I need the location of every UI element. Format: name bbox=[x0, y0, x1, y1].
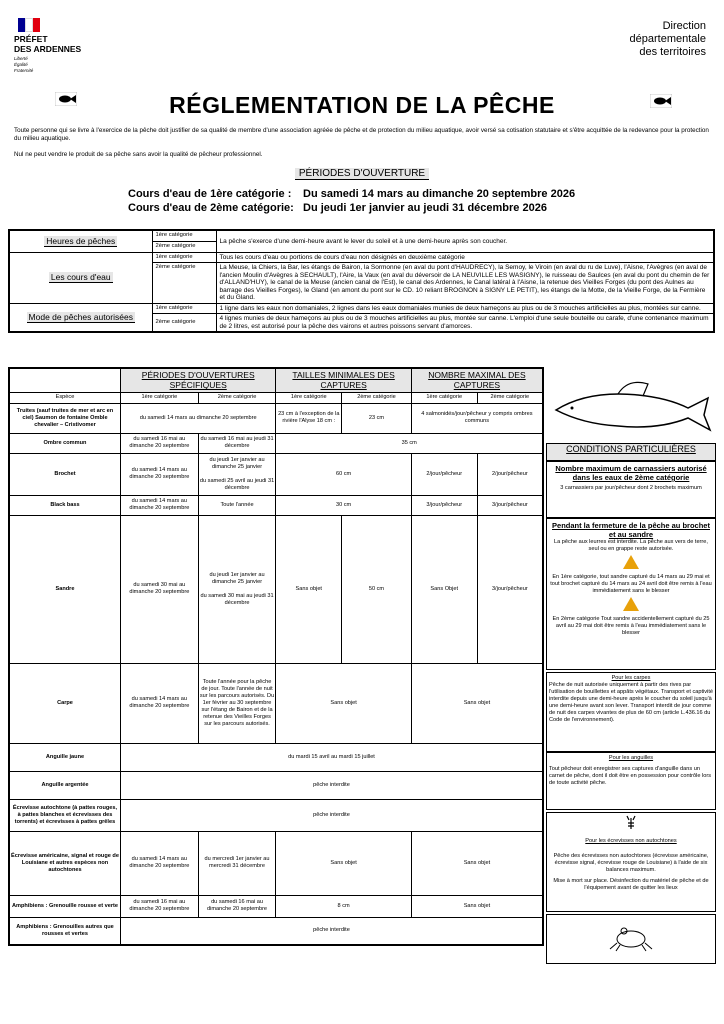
species-brochet: Brochet bbox=[9, 453, 120, 495]
intro-paragraph: Toute personne qui se livre à l'exercice de la pêche doit justifier de sa qualité de membre d'une association agréée de pêche et de protection du milieu aquatique, avoir versé sa cotisation statutaire et s'être acquittée de la redevance pour la protection du milieu aquatique. bbox=[14, 127, 709, 142]
mode-cat1: 1 ligne dans les eaux non domaniales, 2 lignes dans les eaux domaniales munies de deux hameçons au plus ou de 3 mouches artificielles au plus, montées sur canne. bbox=[216, 303, 714, 314]
nombre-cell: 3/jour/pêcheur bbox=[477, 515, 543, 663]
frog-icon bbox=[606, 923, 656, 953]
page-title: RÉGLEMENTATION DE LA PÊCHE bbox=[169, 92, 555, 118]
cat-header: 1ère catégorie bbox=[411, 392, 477, 403]
ferm-cat1: En 1ère catégorie, tout sandre capturé du 14 mars au 29 mai et tout brochet capturé du 14 mars au 24 avril doit être remis à l'eau immédiatement sans le blesser bbox=[550, 574, 712, 594]
heures-label: Heures de pêches bbox=[46, 235, 116, 246]
nombre-cell: 3/jour/pêcheur bbox=[411, 495, 477, 515]
side-frog bbox=[546, 914, 716, 964]
cat-cell: 1ère catégorie bbox=[152, 303, 216, 314]
cat2-value: Du jeudi 1er janvier au jeudi 31 décembre 2026 bbox=[303, 202, 547, 214]
cat-cell: 2ème catégorie bbox=[152, 314, 216, 333]
cat-header: 2ème catégorie bbox=[198, 392, 276, 403]
motto-line: Égalité bbox=[14, 62, 28, 67]
intro-paragraph-2: Nul ne peut vendre le produit de sa pêche sans avoir la qualité de pêcheur professionnel. bbox=[14, 151, 263, 158]
species-grenouilles-autres: Amphibiens : Grenouilles autres que rousses et vertes bbox=[9, 917, 120, 945]
cat-cell: 2ème catégorie bbox=[152, 241, 216, 252]
nb-text: 3 carnassiers par jour/pêcheur dont 2 brochets maximum bbox=[560, 485, 702, 491]
side-carpes bbox=[546, 672, 716, 752]
nombre-cell: 2/jour/pêcheur bbox=[411, 453, 477, 495]
periode-cell: du samedi 14 mars au dimanche 20 septembre bbox=[120, 453, 198, 495]
cat-header: 2ème catégorie bbox=[342, 392, 412, 403]
species-carpe: Carpe bbox=[9, 663, 120, 743]
taille-cell: 8 cm bbox=[276, 895, 411, 917]
cours-cat2: La Meuse, la Chiers, la Bar, les étangs de Bairon, la Sormonne (en aval du pont d'HAUDRECY), la Semoy, le Viroin (en aval du ru de Luve), l'Aisne, l'Avègres (en aval de l'ancien Moulin d'Avègres à SECHAULT), l'Aire, la Vaux (en aval du déversoir de LA NEUVILLE LES WASIGNY), le ruisseau de Saulces (en aval du pont du chemin de fer d'ALLAND'HUY), le canal de la Meuse (ancien canal de l'Est), le canal des Ardennes, le Canal latéral à l'Aisne, la retenue des Vieilles Forges (du pont des Aulnes au barrage des Vieilles Forges), le Gland (en amont du pont sur le CD. 10 reliant BROGNON à SIGNY LE PETIT), les étangs de la Motte, de la Vieille Forge, de la Fermière et du Gland. bbox=[216, 263, 714, 304]
ecrev-text2: Mise à mort sur place. Désinfection du matériel de pêche et de l'équipement avant de quitter les lieux bbox=[553, 878, 709, 891]
species-ecrevisse-americaine: Écrevisse américaine, signal et rouge de Louisiane et autres espèces non autochtones bbox=[9, 831, 120, 895]
cours-label: Les cours d'eau bbox=[50, 271, 111, 282]
mode-cat2: 4 lignes munies de deux hameçons au plus ou de 3 mouches artificielles au plus, montée sur canne. L'emploi d'une seule bouteille ou carafe, d'une contenance maximum de 2 litres, est autorisé pour la pêche des vairons et autres poissons servant d'amorces. bbox=[216, 314, 714, 333]
nb-title: Nombre maximum de carnassiers autorisé dans les eaux de 2ème catégorie bbox=[555, 464, 707, 482]
header-tailles: TAILLES MINIMALES DES CAPTURES bbox=[276, 368, 411, 392]
taille-cell: 60 cm bbox=[276, 453, 411, 495]
ecrev-text1: Pêche des écrevisses non autochtones (écrevisse américaine, écrevisse signal, écrevisse rouge de Louisiane) à l'aide de six balances maximum. bbox=[553, 853, 709, 873]
species-ombre: Ombre commun bbox=[9, 433, 120, 453]
cat-header: 1ère catégorie bbox=[276, 392, 342, 403]
prefet-line1: PRÉFET bbox=[14, 34, 48, 44]
taille-cell: 23 cm bbox=[342, 403, 412, 433]
periode-cell: pêche interdite bbox=[120, 917, 543, 945]
nombre-cell: Sans Objet bbox=[411, 515, 477, 663]
ddt-line: Direction bbox=[662, 20, 706, 32]
cat1-label: Cours d'eau de 1ère catégorie : bbox=[128, 188, 292, 200]
cat-header: 1ère catégorie bbox=[120, 392, 198, 403]
side-fermeture bbox=[546, 518, 716, 670]
periode-cell: du samedi 14 mars au dimanche 20 septembre bbox=[120, 831, 198, 895]
taille-cell: Sans objet bbox=[276, 831, 411, 895]
side-anguilles bbox=[546, 752, 716, 810]
nombre-cell: 2/jour/pêcheur bbox=[477, 453, 543, 495]
fish-drawing bbox=[548, 370, 714, 440]
periode-cell: du samedi 30 mai au dimanche 20 septembre bbox=[120, 515, 198, 663]
header-periodes: PÉRIODES D'OUVERTURES SPÉCIFIQUES bbox=[120, 368, 275, 392]
species-truites: Truites (sauf truites de mer et arc en ciel) Saumon de fontaine Omble chevalier – Cristivomer bbox=[9, 403, 120, 433]
conditions-heading: CONDITIONS PARTICULIÈRES bbox=[546, 443, 716, 461]
species-anguille-argentee: Anguille argentée bbox=[9, 771, 120, 799]
mode-label: Mode de pêches autorisées bbox=[28, 311, 133, 322]
prefet-logo-text bbox=[14, 34, 81, 54]
periode-cell: Toute l'année bbox=[198, 495, 276, 515]
motto-line: Liberté bbox=[14, 56, 28, 61]
periode-cell: du samedi 14 mars au dimanche 20 septembre bbox=[120, 495, 198, 515]
ddt-line: des territoires bbox=[639, 46, 706, 58]
warning-icon bbox=[623, 555, 639, 569]
motto bbox=[14, 56, 33, 74]
species-table bbox=[8, 367, 544, 946]
nombre-cell: Sans objet bbox=[411, 831, 543, 895]
periods-heading-text: PÉRIODES D'OUVERTURE bbox=[295, 168, 429, 180]
rules-label bbox=[9, 252, 152, 303]
crayfish-icon bbox=[624, 815, 638, 831]
taille-cell: 30 cm bbox=[276, 495, 411, 515]
taille-cell: Sans objet bbox=[276, 515, 342, 663]
periode-cell: du samedi 14 mars au dimanche 20 septembre bbox=[120, 403, 275, 433]
species-sandre: Sandre bbox=[9, 515, 120, 663]
cat-cell: 1ère catégorie bbox=[152, 252, 216, 263]
carpes-title: Pour les carpes bbox=[611, 675, 651, 681]
nombre-cell: Sans objet bbox=[411, 895, 543, 917]
periode-cell: du samedi 16 mai au dimanche 20 septembre bbox=[198, 895, 276, 917]
periode-cell: du mercredi 1er janvier au mercredi 31 décembre bbox=[198, 831, 276, 895]
periods-heading bbox=[0, 168, 724, 180]
anguilles-title: Pour les anguilles bbox=[608, 755, 654, 761]
cat1-value: Du samedi 14 mars au dimanche 20 septembre 2026 bbox=[303, 188, 576, 200]
periode-cell: pêche interdite bbox=[120, 799, 543, 831]
motto-line: Fraternité bbox=[14, 68, 34, 73]
periode-cell: du samedi 16 mai au jeudi 31 décembre bbox=[198, 433, 276, 453]
cat-cell: 1ère catégorie bbox=[152, 230, 216, 241]
ecrev-title: Pour les écrevisses non autochtones bbox=[585, 838, 677, 844]
cat2-label: Cours d'eau de 2ème catégorie: bbox=[128, 202, 294, 214]
periode-cell: pêche interdite bbox=[120, 771, 543, 799]
cat-header: 2ème catégorie bbox=[477, 392, 543, 403]
species-grenouille: Amphibiens : Grenouille rousse et verte bbox=[9, 895, 120, 917]
side-ecrevisses bbox=[546, 812, 716, 912]
periode-cell: du samedi 14 mars au dimanche 20 septembre bbox=[120, 663, 198, 743]
taille-cell: 23 cm à l'exception de la rivière l'Alyse 18 cm : bbox=[276, 403, 342, 433]
taille-cell: 50 cm bbox=[342, 515, 412, 663]
rules-table bbox=[8, 229, 715, 333]
anguilles-text: Tout pêcheur doit enregistrer ses captures d'anguille dans un carnet de pêche, dont il doit être en possession pour contrôle lors de toute activité pêche. bbox=[549, 766, 712, 786]
nombre-cell: 3/jour/pêcheur bbox=[477, 495, 543, 515]
heures-text: La pêche s'exerce d'une demi-heure avant le lever du soleil et à une demi-heure après son coucher. bbox=[216, 230, 714, 252]
cours-cat1: Tous les cours d'eau ou portions de cours d'eau non désignés en deuxième catégorie bbox=[216, 252, 714, 263]
french-flag-logo bbox=[18, 18, 40, 32]
nombre-cell: 4 salmonidés/jour/pêcheur y compris ombres communs bbox=[411, 403, 543, 433]
periode-cell: du samedi 16 mai au dimanche 20 septembre bbox=[120, 433, 198, 453]
rules-label bbox=[9, 230, 152, 252]
espece-header: Espèce bbox=[9, 392, 120, 403]
periode-cell: du jeudi 1er janvier au dimanche 25 janvier du samedi 30 mai au jeudi 31 décembre bbox=[198, 515, 276, 663]
taille-cell: Sans objet bbox=[276, 663, 411, 743]
ddt-line: départementale bbox=[629, 33, 706, 45]
ferm-cat2: En 2ème catégorie Tout sandre accidentellement capturé du 25 avril au 29 mai doit être remis à l'eau immédiatement sans le blesser bbox=[552, 616, 710, 636]
carpes-text: Pêche de nuit autorisée uniquement à partir des rives par l'utilisation de bouillettes et appâts végétaux. Transport et captivité interdite depuis une demi-heure après le coucher du soleil jusqu'à une demi-heure avant son lever. Transport interdit de jour comme de nuit des carpes vivantes de plus de 60 cm (article L.436.16 du Code de l'environnement). bbox=[549, 682, 714, 723]
periode-cell: du jeudi 1er janvier au dimanche 25 janvier du samedi 25 avril au jeudi 31 décembre bbox=[198, 453, 276, 495]
species-ecrevisse-autochtone: Écrevisse autochtone (à pattes rouges, à pattes blanches et écrevisses des torrents) et écrevisses à pattes grêles bbox=[9, 799, 120, 831]
ferm-title: Pendant la fermeture de la pêche au brochet et au sandre bbox=[552, 521, 710, 539]
periode-cell: du samedi 16 mai au dimanche 20 septembre bbox=[120, 895, 198, 917]
side-carnassiers bbox=[546, 461, 716, 518]
taille-cell: 35 cm bbox=[276, 433, 543, 453]
species-anguille-jaune: Anguille jaune bbox=[9, 743, 120, 771]
cat-cell: 2ème catégorie bbox=[152, 263, 216, 304]
warning-icon bbox=[623, 597, 639, 611]
rules-label bbox=[9, 303, 152, 332]
species-blackbass: Black bass bbox=[9, 495, 120, 515]
ddt-heading bbox=[630, 20, 706, 59]
prefet-line2: DES ARDENNES bbox=[14, 44, 82, 54]
nombre-cell: Sans objet bbox=[411, 663, 543, 743]
ferm-text: La pêche aux leurres est interdite. La pêche aux vers de terre, seul ou en grappe reste autorisée. bbox=[554, 539, 708, 552]
periode-cell: du mardi 15 avril au mardi 15 juillet bbox=[120, 743, 543, 771]
header-nombre: NOMBRE MAXIMAL DES CAPTURES bbox=[411, 368, 543, 392]
periode-cell: Toute l'année pour la pêche de jour. Toute l'année de nuit sur les parcours autorisés. Du 1er février au 30 septembre sur l'étang de Bairon et de la retenue des Vieilles Forges sur les parcours autorisés. bbox=[198, 663, 276, 743]
